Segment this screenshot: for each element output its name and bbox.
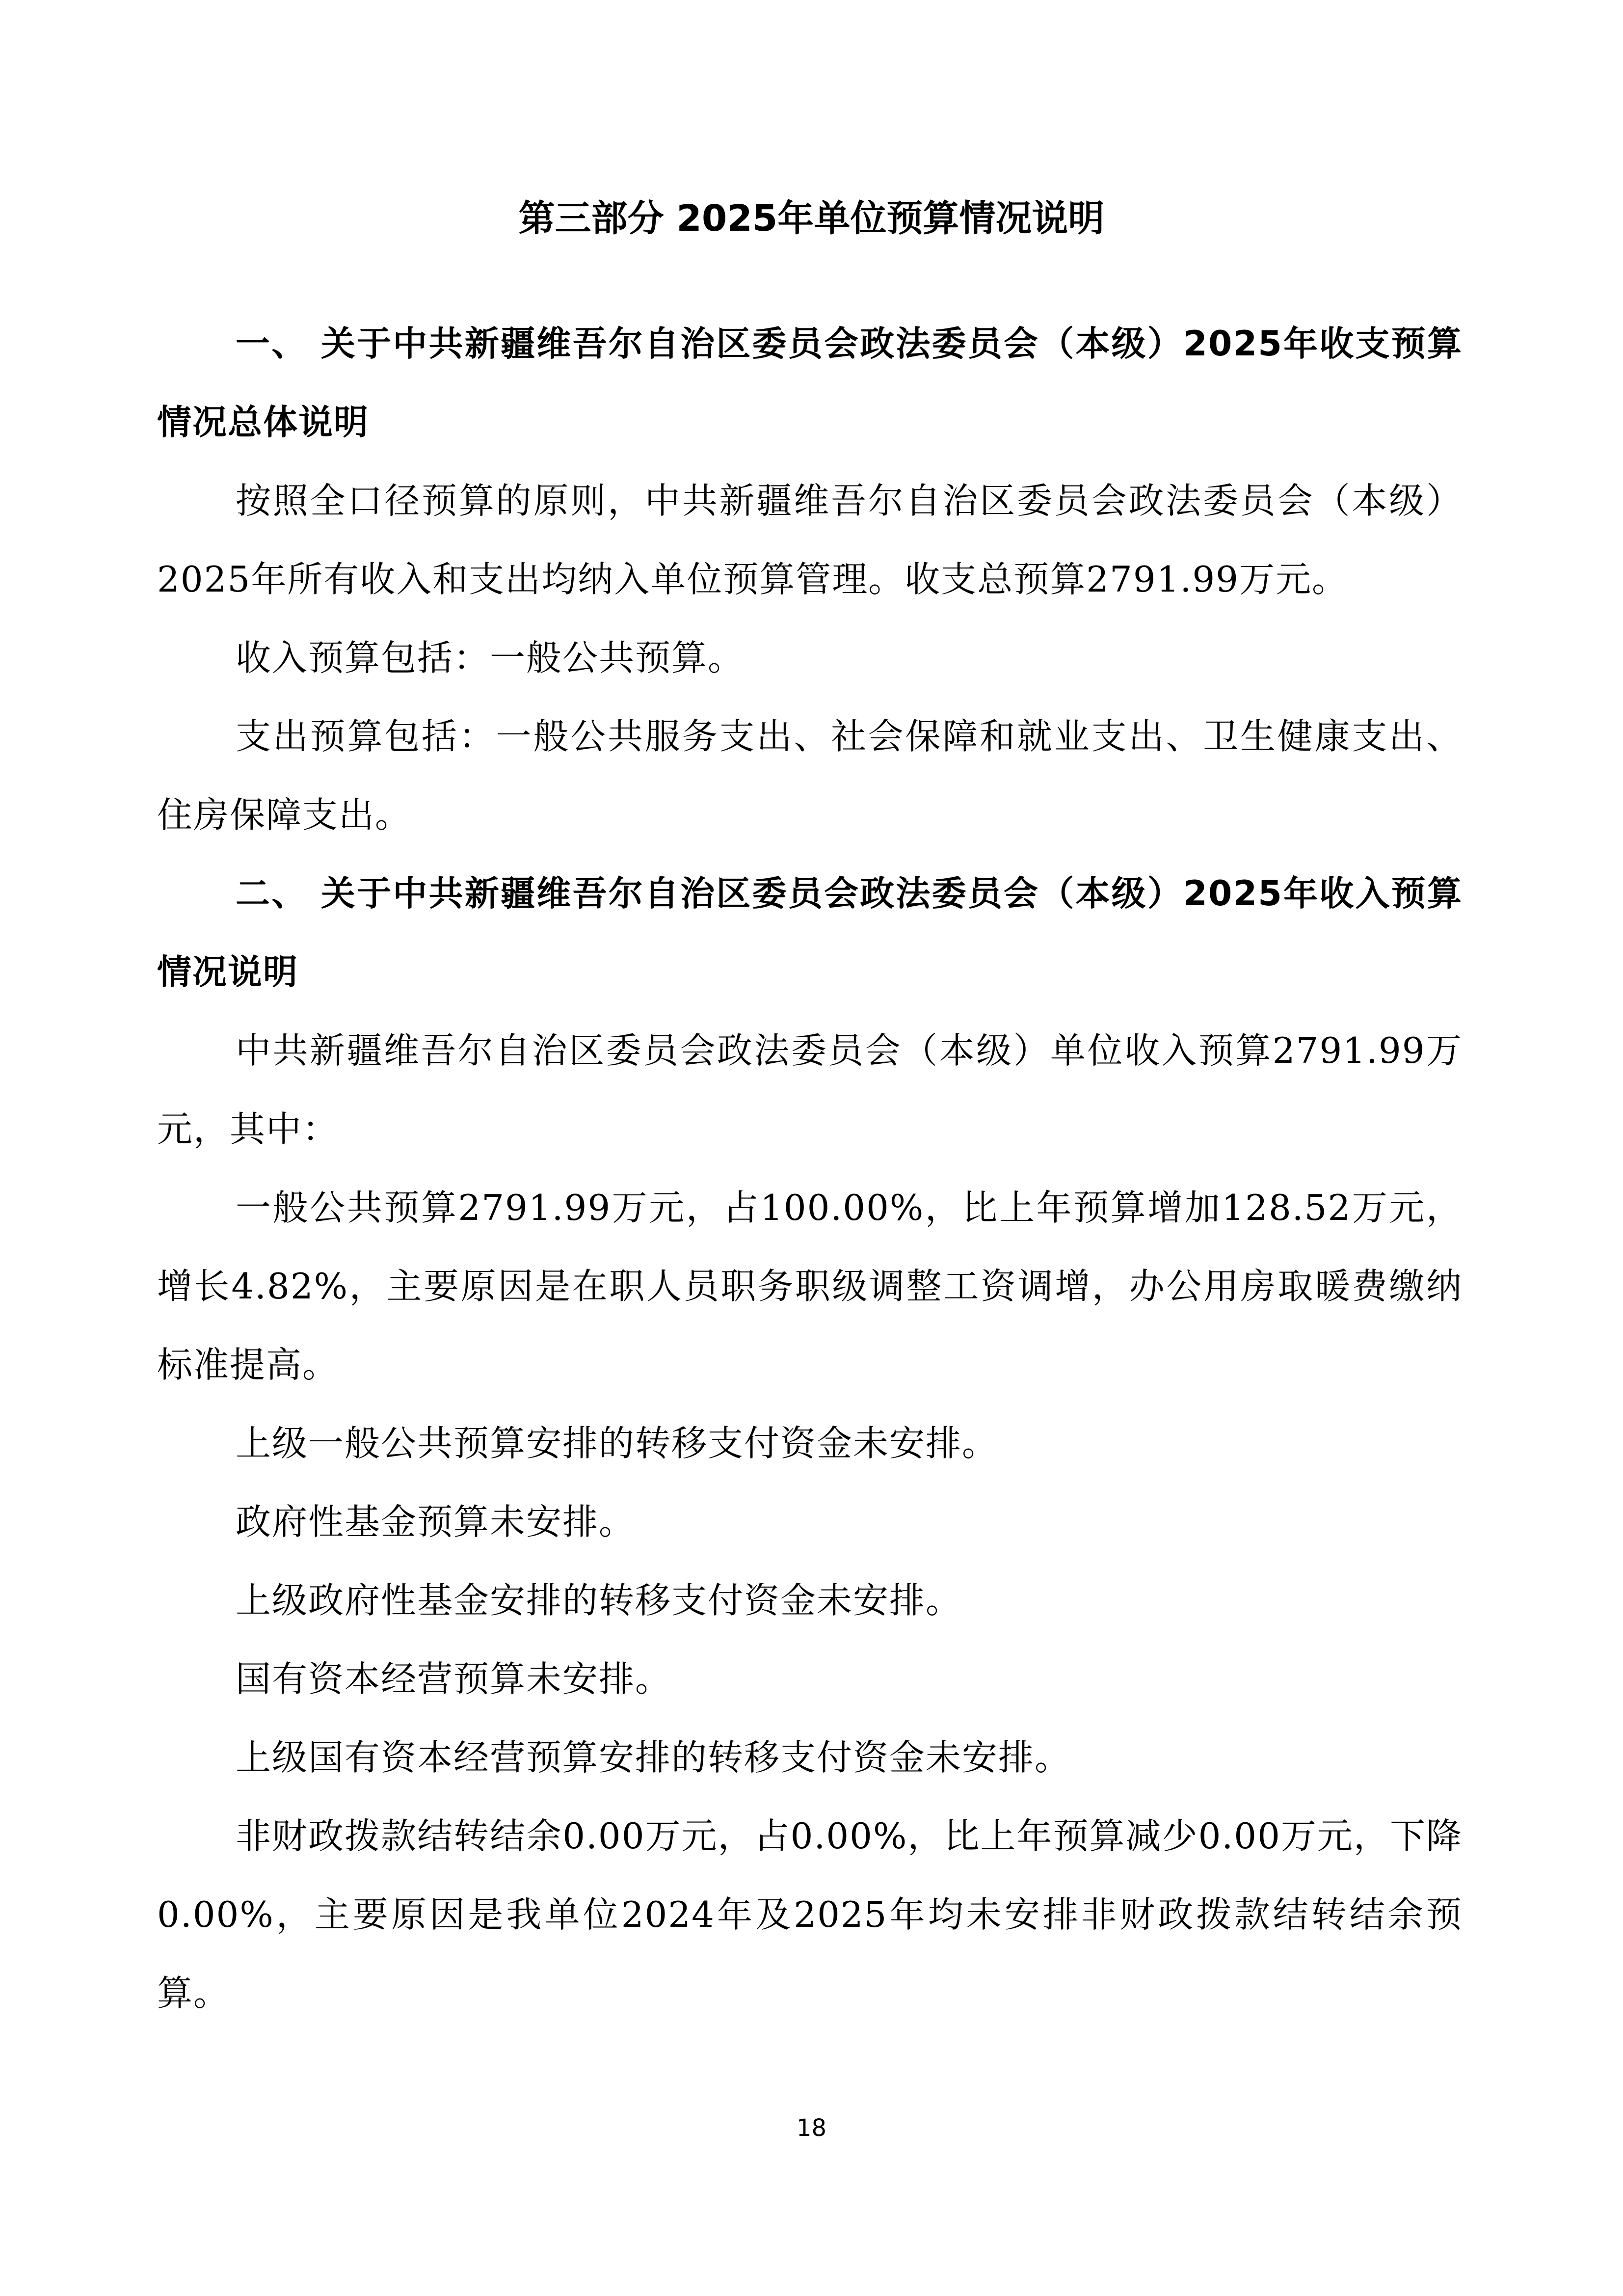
document-body (157, 304, 1463, 2032)
paragraph: 国有资本经营预算未安排。 (236, 1658, 672, 1700)
paragraph: 非财政拨款结转结余0.00万元，占0.00%，比上年预算减少0.00万元，下降0.00%，主要原因是我单位2024年及2025年均未安排非财政拨款结转结余预算。 (157, 1815, 1463, 2014)
section-overall-budget (157, 304, 1463, 854)
paragraph: 中共新疆维吾尔自治区委员会政法委员会（本级）单位收入预算2791.99万元，其中： (157, 1030, 1463, 1150)
paragraph: 按照全口径预算的原则，中共新疆维吾尔自治区委员会政法委员会（本级）2025年所有收入和支出均纳入单位预算管理。收支总预算2791.99万元。 (157, 480, 1463, 600)
paragraph: 收入预算包括：一般公共预算。 (236, 637, 745, 678)
section-heading: 二、 关于中共新疆维吾尔自治区委员会政法委员会（本级）2025年收入预算情况说明 (157, 873, 1463, 992)
section-heading: 一、 关于中共新疆维吾尔自治区委员会政法委员会（本级）2025年收支预算情况总体说明 (157, 324, 1463, 442)
paragraph: 政府性基金预算未安排。 (236, 1501, 636, 1542)
document-title: 第三部分 2025年单位预算情况说明 (518, 197, 1105, 240)
paragraph: 一般公共预算2791.99万元，占100.00%，比上年预算增加128.52万元，增长4.82%，主要原因是在职人员职务职级调整工资调增，办公用房取暖费缴纳标准提高。 (157, 1187, 1463, 1385)
page-number: 18 (796, 2114, 827, 2142)
paragraph: 上级政府性基金安排的转移支付资金未安排。 (236, 1580, 962, 1621)
paragraph: 上级一般公共预算安排的转移支付资金未安排。 (236, 1423, 999, 1464)
paragraph: 上级国有资本经营预算安排的转移支付资金未安排。 (236, 1737, 1071, 1778)
section-income-budget (157, 854, 1463, 2032)
paragraph: 支出预算包括：一般公共服务支出、社会保障和就业支出、卫生健康支出、住房保障支出。 (157, 716, 1463, 836)
